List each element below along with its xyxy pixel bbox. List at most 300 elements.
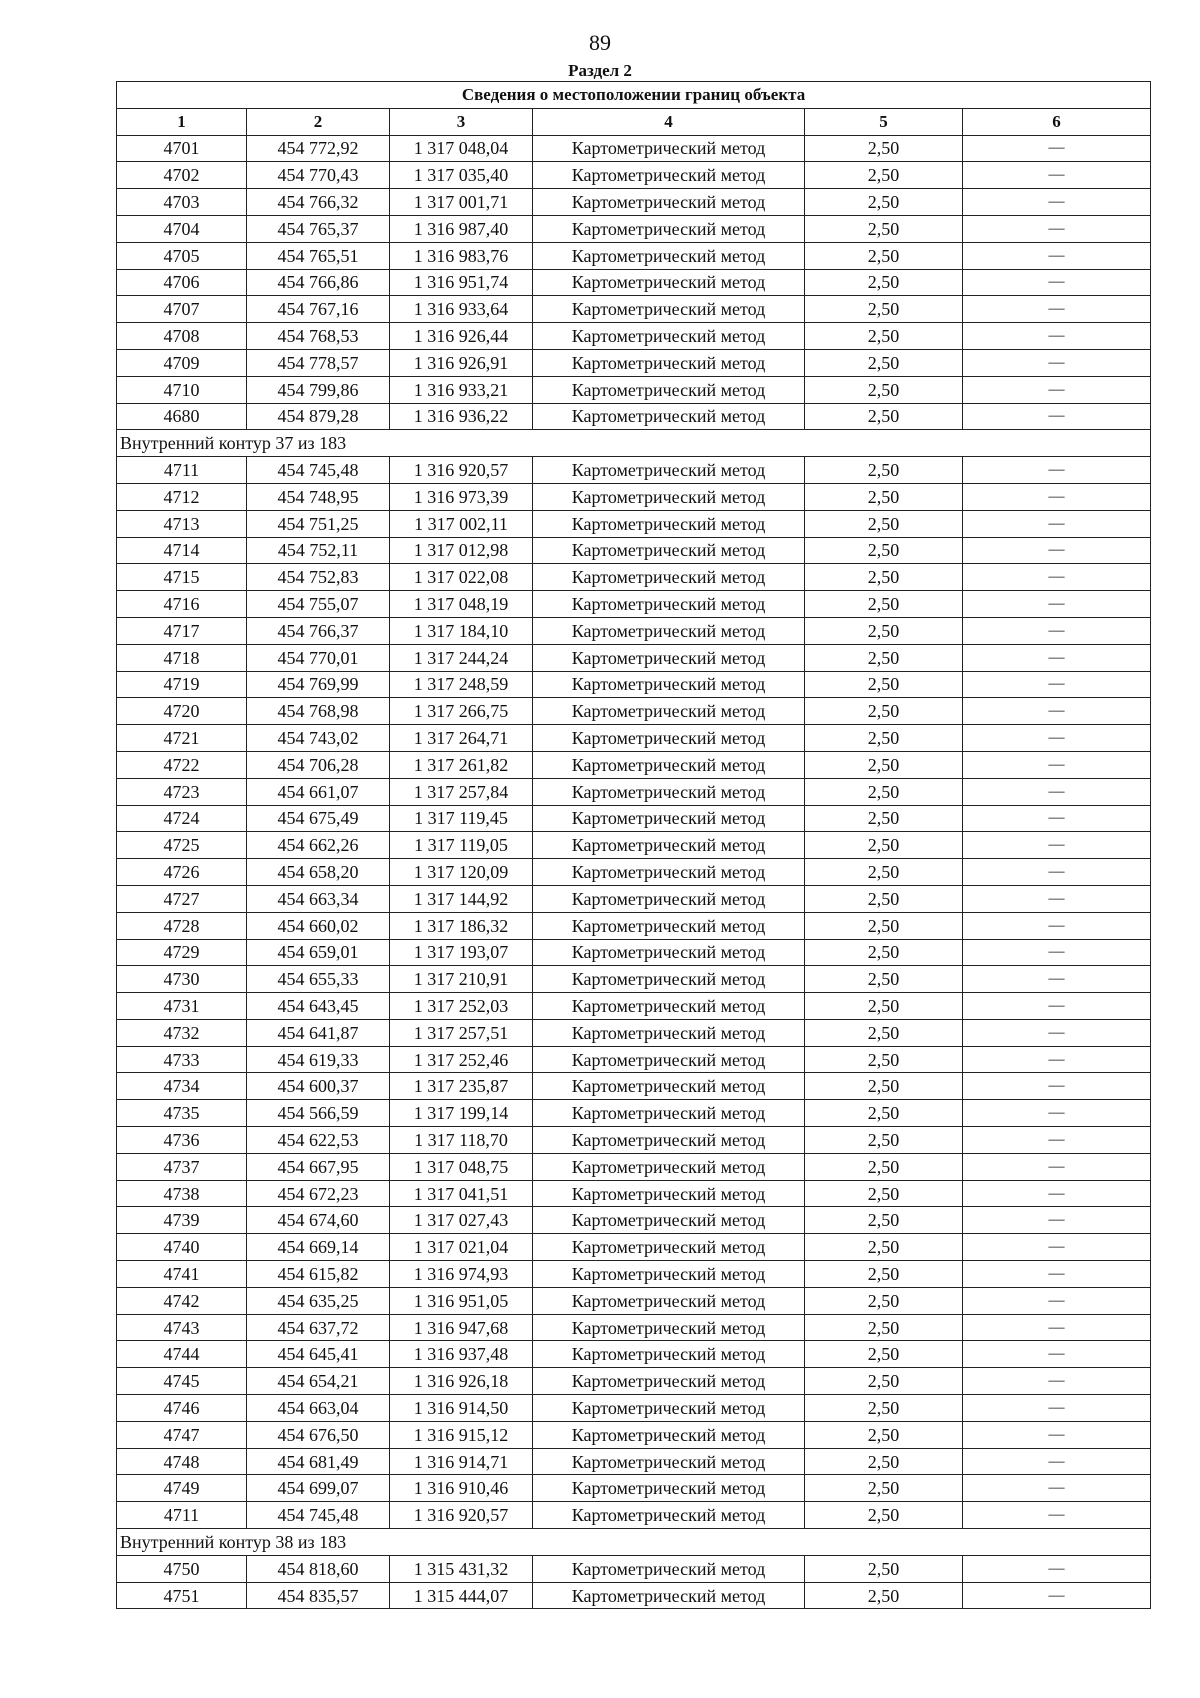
contour-header-row [117, 1529, 1151, 1556]
coord-x-cell: 454 662,26 [247, 832, 390, 859]
point-number-cell: 4745 [117, 1368, 247, 1395]
description-cell: — [963, 698, 1151, 725]
accuracy-cell: 2,50 [805, 805, 963, 832]
coord-x-cell: 454 641,87 [247, 1019, 390, 1046]
method-cell: Картометрический метод [533, 1395, 805, 1422]
table-row [117, 1341, 1151, 1368]
description-cell: — [963, 215, 1151, 242]
coord-y-cell: 1 317 048,75 [390, 1153, 533, 1180]
accuracy-cell: 2,50 [805, 323, 963, 350]
description-cell: — [963, 1100, 1151, 1127]
coord-y-cell: 1 316 987,40 [390, 215, 533, 242]
table-row [117, 1368, 1151, 1395]
table-row [117, 1261, 1151, 1288]
column-number: 6 [963, 108, 1151, 135]
method-cell: Картометрический метод [533, 912, 805, 939]
description-cell: — [963, 1046, 1151, 1073]
description-cell: — [963, 564, 1151, 591]
method-cell: Картометрический метод [533, 323, 805, 350]
coord-x-cell: 454 766,86 [247, 269, 390, 296]
method-cell: Картометрический метод [533, 1019, 805, 1046]
accuracy-cell: 2,50 [805, 1341, 963, 1368]
description-cell: — [963, 1019, 1151, 1046]
point-number-cell: 4750 [117, 1555, 247, 1582]
coord-x-cell: 454 879,28 [247, 403, 390, 430]
coord-y-cell: 1 315 444,07 [390, 1582, 533, 1609]
table-row [117, 1234, 1151, 1261]
point-number-cell: 4722 [117, 751, 247, 778]
method-cell: Картометрический метод [533, 1127, 805, 1154]
column-number: 2 [247, 108, 390, 135]
point-number-cell: 4732 [117, 1019, 247, 1046]
method-cell: Картометрический метод [533, 805, 805, 832]
accuracy-cell: 2,50 [805, 751, 963, 778]
accuracy-cell: 2,50 [805, 1475, 963, 1502]
coord-x-cell: 454 615,82 [247, 1261, 390, 1288]
accuracy-cell: 2,50 [805, 1582, 963, 1609]
coord-y-cell: 1 317 266,75 [390, 698, 533, 725]
accuracy-cell: 2,50 [805, 832, 963, 859]
coord-y-cell: 1 316 936,22 [390, 403, 533, 430]
column-number: 4 [533, 108, 805, 135]
accuracy-cell: 2,50 [805, 1421, 963, 1448]
method-cell: Картометрический метод [533, 162, 805, 189]
point-number-cell: 4739 [117, 1207, 247, 1234]
coord-x-cell: 454 799,86 [247, 376, 390, 403]
accuracy-cell: 2,50 [805, 483, 963, 510]
coord-x-cell: 454 681,49 [247, 1448, 390, 1475]
coord-x-cell: 454 635,25 [247, 1287, 390, 1314]
table-row [117, 939, 1151, 966]
description-cell: — [963, 349, 1151, 376]
coord-x-cell: 454 676,50 [247, 1421, 390, 1448]
coord-y-cell: 1 316 933,64 [390, 296, 533, 323]
method-cell: Картометрический метод [533, 564, 805, 591]
method-cell: Картометрический метод [533, 644, 805, 671]
description-cell: — [963, 1207, 1151, 1234]
accuracy-cell: 2,50 [805, 215, 963, 242]
point-number-cell: 4711 [117, 457, 247, 484]
table-row [117, 644, 1151, 671]
accuracy-cell: 2,50 [805, 1207, 963, 1234]
description-cell: — [963, 162, 1151, 189]
table-row [117, 671, 1151, 698]
point-number-cell: 4728 [117, 912, 247, 939]
table-row [117, 751, 1151, 778]
coord-y-cell: 1 316 914,71 [390, 1448, 533, 1475]
method-cell: Картометрический метод [533, 993, 805, 1020]
method-cell: Картометрический метод [533, 135, 805, 162]
table-row [117, 1046, 1151, 1073]
point-number-cell: 4709 [117, 349, 247, 376]
coord-x-cell: 454 658,20 [247, 859, 390, 886]
table-row [117, 510, 1151, 537]
coord-y-cell: 1 317 264,71 [390, 725, 533, 752]
coord-y-cell: 1 317 048,04 [390, 135, 533, 162]
table-row [117, 1153, 1151, 1180]
accuracy-cell: 2,50 [805, 939, 963, 966]
coord-y-cell: 1 317 035,40 [390, 162, 533, 189]
coord-x-cell: 454 660,02 [247, 912, 390, 939]
coord-y-cell: 1 316 933,21 [390, 376, 533, 403]
accuracy-cell: 2,50 [805, 510, 963, 537]
description-cell: — [963, 510, 1151, 537]
coord-y-cell: 1 316 914,50 [390, 1395, 533, 1422]
table-row [117, 1395, 1151, 1422]
coord-y-cell: 1 317 120,09 [390, 859, 533, 886]
description-cell: — [963, 1153, 1151, 1180]
point-number-cell: 4680 [117, 403, 247, 430]
coord-y-cell: 1 316 951,05 [390, 1287, 533, 1314]
point-number-cell: 4725 [117, 832, 247, 859]
table-row [117, 1100, 1151, 1127]
point-number-cell: 4737 [117, 1153, 247, 1180]
coord-y-cell: 1 317 193,07 [390, 939, 533, 966]
coord-y-cell: 1 317 235,87 [390, 1073, 533, 1100]
description-cell: — [963, 617, 1151, 644]
table-row [117, 269, 1151, 296]
coord-y-cell: 1 316 974,93 [390, 1261, 533, 1288]
description-cell: — [963, 242, 1151, 269]
method-cell: Картометрический метод [533, 376, 805, 403]
accuracy-cell: 2,50 [805, 993, 963, 1020]
accuracy-cell: 2,50 [805, 591, 963, 618]
coord-y-cell: 1 315 431,32 [390, 1555, 533, 1582]
method-cell: Картометрический метод [533, 966, 805, 993]
table-row [117, 349, 1151, 376]
description-cell: — [963, 457, 1151, 484]
table-row [117, 323, 1151, 350]
description-cell: — [963, 1555, 1151, 1582]
description-cell: — [963, 1502, 1151, 1529]
coord-x-cell: 454 748,95 [247, 483, 390, 510]
boundary-coordinates-table [116, 81, 1151, 1609]
coord-y-cell: 1 316 973,39 [390, 483, 533, 510]
coord-x-cell: 454 772,92 [247, 135, 390, 162]
table-row [117, 537, 1151, 564]
method-cell: Картометрический метод [533, 1234, 805, 1261]
point-number-cell: 4702 [117, 162, 247, 189]
accuracy-cell: 2,50 [805, 537, 963, 564]
page-number: 89 [589, 30, 611, 55]
contour-label: Внутренний контур 38 из 183 [117, 1529, 1151, 1556]
method-cell: Картометрический метод [533, 885, 805, 912]
coord-y-cell: 1 316 926,91 [390, 349, 533, 376]
accuracy-cell: 2,50 [805, 349, 963, 376]
description-cell: — [963, 1234, 1151, 1261]
column-number-row [117, 108, 1151, 135]
accuracy-cell: 2,50 [805, 1395, 963, 1422]
description-cell: — [963, 1341, 1151, 1368]
table-row [117, 1421, 1151, 1448]
description-cell: — [963, 135, 1151, 162]
table-row [117, 242, 1151, 269]
table-row [117, 296, 1151, 323]
column-number: 1 [117, 108, 247, 135]
accuracy-cell: 2,50 [805, 1502, 963, 1529]
coord-x-cell: 454 699,07 [247, 1475, 390, 1502]
coord-x-cell: 454 765,37 [247, 215, 390, 242]
method-cell: Картометрический метод [533, 510, 805, 537]
method-cell: Картометрический метод [533, 1100, 805, 1127]
coord-x-cell: 454 675,49 [247, 805, 390, 832]
method-cell: Картометрический метод [533, 939, 805, 966]
description-cell: — [963, 591, 1151, 618]
accuracy-cell: 2,50 [805, 966, 963, 993]
description-cell: — [963, 1421, 1151, 1448]
table-row [117, 859, 1151, 886]
description-cell: — [963, 189, 1151, 216]
accuracy-cell: 2,50 [805, 457, 963, 484]
method-cell: Картометрический метод [533, 617, 805, 644]
table-row [117, 778, 1151, 805]
point-number-cell: 4746 [117, 1395, 247, 1422]
coord-y-cell: 1 316 983,76 [390, 242, 533, 269]
point-number-cell: 4718 [117, 644, 247, 671]
point-number-cell: 4747 [117, 1421, 247, 1448]
coord-y-cell: 1 317 119,45 [390, 805, 533, 832]
point-number-cell: 4704 [117, 215, 247, 242]
coord-x-cell: 454 752,11 [247, 537, 390, 564]
table-row [117, 564, 1151, 591]
point-number-cell: 4749 [117, 1475, 247, 1502]
accuracy-cell: 2,50 [805, 564, 963, 591]
description-cell: — [963, 966, 1151, 993]
point-number-cell: 4720 [117, 698, 247, 725]
coord-y-cell: 1 316 926,18 [390, 1368, 533, 1395]
description-cell: — [963, 885, 1151, 912]
accuracy-cell: 2,50 [805, 189, 963, 216]
accuracy-cell: 2,50 [805, 403, 963, 430]
table-row [117, 215, 1151, 242]
method-cell: Картометрический метод [533, 1261, 805, 1288]
coord-y-cell: 1 317 252,46 [390, 1046, 533, 1073]
point-number-cell: 4743 [117, 1314, 247, 1341]
coord-x-cell: 454 765,51 [247, 242, 390, 269]
accuracy-cell: 2,50 [805, 1555, 963, 1582]
table-row [117, 885, 1151, 912]
method-cell: Картометрический метод [533, 537, 805, 564]
coord-x-cell: 454 622,53 [247, 1127, 390, 1154]
coord-x-cell: 454 766,32 [247, 189, 390, 216]
coord-x-cell: 454 643,45 [247, 993, 390, 1020]
accuracy-cell: 2,50 [805, 1234, 963, 1261]
table-row [117, 1475, 1151, 1502]
point-number-cell: 4701 [117, 135, 247, 162]
method-cell: Картометрический метод [533, 725, 805, 752]
description-cell: — [963, 483, 1151, 510]
method-cell: Картометрический метод [533, 1555, 805, 1582]
accuracy-cell: 2,50 [805, 885, 963, 912]
accuracy-cell: 2,50 [805, 1314, 963, 1341]
accuracy-cell: 2,50 [805, 1019, 963, 1046]
coord-x-cell: 454 637,72 [247, 1314, 390, 1341]
table-row [117, 832, 1151, 859]
coord-x-cell: 454 770,01 [247, 644, 390, 671]
coord-x-cell: 454 743,02 [247, 725, 390, 752]
coord-y-cell: 1 317 257,84 [390, 778, 533, 805]
point-number-cell: 4723 [117, 778, 247, 805]
description-cell: — [963, 1475, 1151, 1502]
method-cell: Картометрический метод [533, 1421, 805, 1448]
point-number-cell: 4738 [117, 1180, 247, 1207]
coord-x-cell: 454 672,23 [247, 1180, 390, 1207]
coord-x-cell: 454 745,48 [247, 457, 390, 484]
point-number-cell: 4729 [117, 939, 247, 966]
method-cell: Картометрический метод [533, 189, 805, 216]
method-cell: Картометрический метод [533, 403, 805, 430]
accuracy-cell: 2,50 [805, 725, 963, 752]
method-cell: Картометрический метод [533, 778, 805, 805]
table-row [117, 993, 1151, 1020]
point-number-cell: 4717 [117, 617, 247, 644]
coord-y-cell: 1 316 926,44 [390, 323, 533, 350]
point-number-cell: 4707 [117, 296, 247, 323]
table-row [117, 1287, 1151, 1314]
coord-y-cell: 1 316 920,57 [390, 1502, 533, 1529]
coord-y-cell: 1 316 951,74 [390, 269, 533, 296]
point-number-cell: 4703 [117, 189, 247, 216]
table-row [117, 457, 1151, 484]
accuracy-cell: 2,50 [805, 1448, 963, 1475]
column-number: 3 [390, 108, 533, 135]
coord-x-cell: 454 751,25 [247, 510, 390, 537]
method-cell: Картометрический метод [533, 1207, 805, 1234]
point-number-cell: 4742 [117, 1287, 247, 1314]
method-cell: Картометрический метод [533, 269, 805, 296]
point-number-cell: 4716 [117, 591, 247, 618]
coord-y-cell: 1 316 910,46 [390, 1475, 533, 1502]
coord-x-cell: 454 566,59 [247, 1100, 390, 1127]
method-cell: Картометрический метод [533, 1582, 805, 1609]
accuracy-cell: 2,50 [805, 1127, 963, 1154]
method-cell: Картометрический метод [533, 1180, 805, 1207]
point-number-cell: 4706 [117, 269, 247, 296]
accuracy-cell: 2,50 [805, 671, 963, 698]
table-row [117, 1448, 1151, 1475]
description-cell: — [963, 1127, 1151, 1154]
coord-x-cell: 454 659,01 [247, 939, 390, 966]
coord-y-cell: 1 316 915,12 [390, 1421, 533, 1448]
coord-y-cell: 1 317 001,71 [390, 189, 533, 216]
method-cell: Картометрический метод [533, 1046, 805, 1073]
table-row [117, 1073, 1151, 1100]
table-row [117, 403, 1151, 430]
table-row [117, 1582, 1151, 1609]
accuracy-cell: 2,50 [805, 644, 963, 671]
accuracy-cell: 2,50 [805, 1153, 963, 1180]
point-number-cell: 4740 [117, 1234, 247, 1261]
column-number: 5 [805, 108, 963, 135]
accuracy-cell: 2,50 [805, 617, 963, 644]
coord-y-cell: 1 317 257,51 [390, 1019, 533, 1046]
table-row [117, 135, 1151, 162]
coord-x-cell: 454 619,33 [247, 1046, 390, 1073]
coord-x-cell: 454 755,07 [247, 591, 390, 618]
coord-y-cell: 1 317 118,70 [390, 1127, 533, 1154]
method-cell: Картометрический метод [533, 1502, 805, 1529]
table-row [117, 1207, 1151, 1234]
table-row [117, 189, 1151, 216]
coord-x-cell: 454 669,14 [247, 1234, 390, 1261]
accuracy-cell: 2,50 [805, 912, 963, 939]
table-row [117, 483, 1151, 510]
description-cell: — [963, 1368, 1151, 1395]
coord-y-cell: 1 317 048,19 [390, 591, 533, 618]
description-cell: — [963, 1582, 1151, 1609]
table-row [117, 1502, 1151, 1529]
table-body [117, 135, 1151, 1609]
accuracy-cell: 2,50 [805, 1180, 963, 1207]
table-row [117, 1314, 1151, 1341]
coord-x-cell: 454 661,07 [247, 778, 390, 805]
method-cell: Картометрический метод [533, 1368, 805, 1395]
coord-x-cell: 454 766,37 [247, 617, 390, 644]
table-row [117, 966, 1151, 993]
point-number-cell: 4734 [117, 1073, 247, 1100]
point-number-cell: 4711 [117, 1502, 247, 1529]
coord-x-cell: 454 674,60 [247, 1207, 390, 1234]
point-number-cell: 4751 [117, 1582, 247, 1609]
method-cell: Картометрический метод [533, 242, 805, 269]
method-cell: Картометрический метод [533, 1475, 805, 1502]
point-number-cell: 4733 [117, 1046, 247, 1073]
accuracy-cell: 2,50 [805, 698, 963, 725]
accuracy-cell: 2,50 [805, 1046, 963, 1073]
description-cell: — [963, 1287, 1151, 1314]
coord-x-cell: 454 663,04 [247, 1395, 390, 1422]
table-row [117, 698, 1151, 725]
point-number-cell: 4730 [117, 966, 247, 993]
coord-y-cell: 1 317 252,03 [390, 993, 533, 1020]
table-row [117, 162, 1151, 189]
table-row [117, 617, 1151, 644]
coord-x-cell: 454 770,43 [247, 162, 390, 189]
coord-y-cell: 1 317 041,51 [390, 1180, 533, 1207]
description-cell: — [963, 1448, 1151, 1475]
coord-y-cell: 1 316 920,57 [390, 457, 533, 484]
coord-y-cell: 1 317 186,32 [390, 912, 533, 939]
point-number-cell: 4736 [117, 1127, 247, 1154]
description-cell: — [963, 403, 1151, 430]
coord-y-cell: 1 317 027,43 [390, 1207, 533, 1234]
description-cell: — [963, 671, 1151, 698]
table-row [117, 912, 1151, 939]
coord-y-cell: 1 316 937,48 [390, 1341, 533, 1368]
coord-x-cell: 454 663,34 [247, 885, 390, 912]
method-cell: Картометрический метод [533, 215, 805, 242]
coord-x-cell: 454 600,37 [247, 1073, 390, 1100]
point-number-cell: 4713 [117, 510, 247, 537]
point-number-cell: 4710 [117, 376, 247, 403]
point-number-cell: 4708 [117, 323, 247, 350]
point-number-cell: 4741 [117, 1261, 247, 1288]
coord-x-cell: 454 706,28 [247, 751, 390, 778]
description-cell: — [963, 939, 1151, 966]
description-cell: — [963, 1314, 1151, 1341]
coord-x-cell: 454 768,98 [247, 698, 390, 725]
accuracy-cell: 2,50 [805, 269, 963, 296]
table-caption: Сведения о местоположении границ объекта [117, 82, 1151, 109]
description-cell: — [963, 805, 1151, 832]
coord-x-cell: 454 645,41 [247, 1341, 390, 1368]
coord-y-cell: 1 317 261,82 [390, 751, 533, 778]
coord-y-cell: 1 317 021,04 [390, 1234, 533, 1261]
point-number-cell: 4731 [117, 993, 247, 1020]
accuracy-cell: 2,50 [805, 1100, 963, 1127]
point-number-cell: 4727 [117, 885, 247, 912]
description-cell: — [963, 725, 1151, 752]
